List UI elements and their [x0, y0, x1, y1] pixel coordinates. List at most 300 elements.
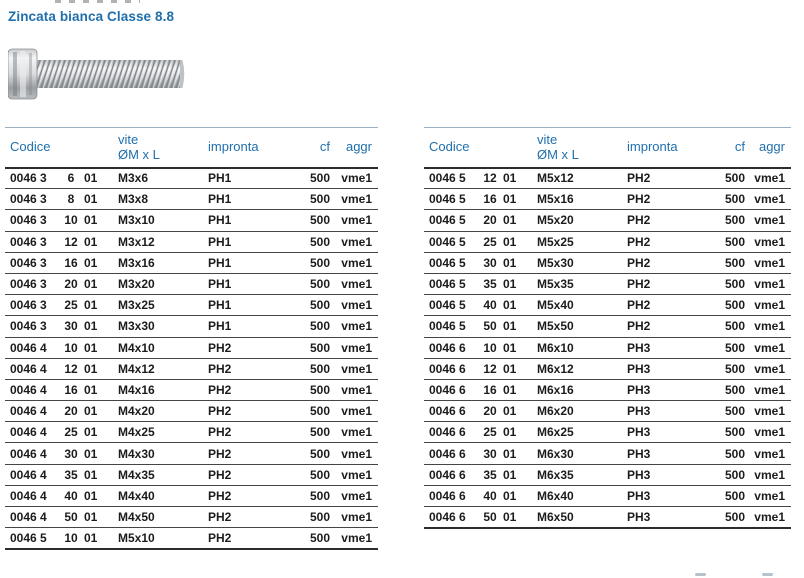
codice-suffix: 01: [84, 425, 98, 440]
codice-suffix: 01: [503, 319, 517, 334]
codice-suffix: 01: [503, 404, 517, 419]
vite-cell: M4x30: [113, 443, 203, 464]
vite-cell: M4x10: [113, 337, 203, 358]
codice-length: 30: [64, 446, 78, 461]
table-row: [5, 316, 378, 337]
cropped-print-artifact-bottom: [762, 573, 773, 576]
codice-length: 10: [64, 213, 78, 228]
cf-cell: 500: [300, 337, 336, 358]
aggr-cell: vme1: [751, 273, 791, 294]
codice-length: 20: [483, 404, 497, 419]
aggr-cell: vme1: [751, 507, 791, 528]
column-header-vite: [113, 128, 203, 168]
cf-cell: 500: [300, 231, 336, 252]
codice-length: 20: [64, 277, 78, 292]
codice-suffix: 01: [503, 340, 517, 355]
table-row: [5, 443, 378, 464]
codice-suffix: 01: [84, 298, 98, 313]
aggr-cell: vme1: [336, 252, 378, 273]
cf-cell: 500: [717, 337, 751, 358]
vite-cell: M6x30: [532, 443, 622, 464]
table-row: [424, 295, 791, 316]
cf-cell: 500: [300, 401, 336, 422]
vite-cell: M6x16: [532, 379, 622, 400]
column-header-cf: cf: [717, 128, 751, 168]
codice-prefix: 0046 5: [429, 192, 466, 207]
cf-cell: 500: [717, 507, 751, 528]
codice-suffix: 01: [84, 404, 98, 419]
impronta-cell: PH1: [203, 316, 300, 337]
impronta-cell: PH1: [203, 210, 300, 231]
codice-cell: [424, 273, 532, 294]
aggr-cell: vme1: [751, 422, 791, 443]
column-header-aggr: aggr: [336, 128, 378, 168]
codice-prefix: 0046 6: [429, 340, 466, 355]
cf-cell: 500: [300, 443, 336, 464]
cf-cell: 500: [717, 358, 751, 379]
codice-prefix: 0046 5: [429, 213, 466, 228]
impronta-cell: PH2: [203, 379, 300, 400]
cf-cell: 500: [717, 485, 751, 506]
codice-cell: [5, 210, 113, 231]
codice-length: 16: [64, 255, 78, 270]
codice-suffix: 01: [84, 361, 98, 376]
codice-cell: [424, 401, 532, 422]
codice-length: 20: [483, 213, 497, 228]
codice-prefix: 0046 3: [10, 319, 47, 334]
vite-cell: M4x16: [113, 379, 203, 400]
vite-cell: M3x8: [113, 189, 203, 210]
impronta-cell: PH2: [203, 507, 300, 528]
cf-cell: 500: [300, 358, 336, 379]
vite-dimension-label: ØM x L: [537, 146, 579, 162]
codice-cell: [424, 464, 532, 485]
codice-cell: [5, 443, 113, 464]
codice-prefix: 0046 3: [10, 213, 47, 228]
table-row: [424, 422, 791, 443]
impronta-cell: PH3: [622, 358, 717, 379]
codice-prefix: 0046 3: [10, 192, 47, 207]
aggr-cell: vme1: [751, 337, 791, 358]
codice-suffix: 01: [84, 213, 98, 228]
table-row: [424, 401, 791, 422]
codice-suffix: 01: [84, 277, 98, 292]
aggr-cell: vme1: [336, 528, 378, 549]
codice-prefix: 0046 6: [429, 509, 466, 524]
codice-length: 30: [64, 319, 78, 334]
codice-cell: [5, 168, 113, 189]
codice-cell: [424, 231, 532, 252]
codice-cell: [424, 443, 532, 464]
codice-suffix: 01: [84, 192, 98, 207]
impronta-cell: PH2: [203, 358, 300, 379]
vite-dimension-label: ØM x L: [118, 146, 160, 162]
aggr-cell: vme1: [336, 189, 378, 210]
aggr-cell: vme1: [336, 358, 378, 379]
codice-length: 50: [483, 509, 497, 524]
codice-prefix: 0046 4: [10, 510, 47, 525]
impronta-cell: PH2: [622, 231, 717, 252]
table-row: [424, 507, 791, 528]
cf-cell: 500: [300, 273, 336, 294]
codice-prefix: 0046 3: [10, 171, 47, 186]
aggr-cell: vme1: [336, 231, 378, 252]
vite-cell: M5x35: [532, 273, 622, 294]
page-title: Zincata bianca Classe 8.8: [8, 9, 175, 24]
codice-prefix: 0046 4: [10, 340, 47, 355]
cf-cell: 500: [717, 443, 751, 464]
vite-cell: M5x20: [532, 210, 622, 231]
impronta-cell: PH1: [203, 252, 300, 273]
table-row: [5, 507, 378, 528]
codice-prefix: 0046 5: [429, 298, 466, 313]
cf-cell: 500: [717, 379, 751, 400]
column-header-cf: cf: [300, 128, 336, 168]
vite-label: vite: [537, 131, 558, 147]
codice-cell: [424, 316, 532, 337]
vite-cell: M4x35: [113, 464, 203, 485]
impronta-cell: PH3: [622, 507, 717, 528]
aggr-cell: vme1: [751, 443, 791, 464]
codice-suffix: 01: [84, 510, 98, 525]
cf-cell: 500: [717, 464, 751, 485]
codice-cell: [5, 401, 113, 422]
impronta-cell: PH2: [622, 316, 717, 337]
codice-length: 12: [64, 361, 78, 376]
table-row: [5, 401, 378, 422]
cf-cell: 500: [717, 401, 751, 422]
codice-suffix: 01: [503, 213, 517, 228]
codice-cell: [5, 358, 113, 379]
codice-prefix: 0046 4: [10, 446, 47, 461]
codice-length: 10: [64, 531, 78, 546]
codice-suffix: 01: [84, 467, 98, 482]
column-header-impronta: impronta: [622, 128, 717, 168]
codice-cell: [5, 464, 113, 485]
vite-cell: M6x35: [532, 464, 622, 485]
codice-prefix: 0046 3: [10, 298, 47, 313]
codice-prefix: 0046 6: [429, 488, 466, 503]
impronta-cell: PH2: [203, 528, 300, 549]
codice-prefix: 0046 3: [10, 255, 47, 270]
vite-cell: M5x50: [532, 316, 622, 337]
codice-prefix: 0046 4: [10, 361, 47, 376]
table-row: [5, 422, 378, 443]
codice-suffix: 01: [84, 488, 98, 503]
vite-cell: M6x40: [532, 485, 622, 506]
table-header-row: [5, 128, 378, 168]
codice-cell: [424, 485, 532, 506]
codice-prefix: 0046 4: [10, 467, 47, 482]
cf-cell: 500: [717, 168, 751, 189]
impronta-cell: PH2: [622, 210, 717, 231]
codice-cell: [424, 379, 532, 400]
vite-cell: M5x40: [532, 295, 622, 316]
vite-cell: M6x12: [532, 358, 622, 379]
aggr-cell: vme1: [336, 295, 378, 316]
codice-suffix: 01: [503, 234, 517, 249]
codice-prefix: 0046 4: [10, 488, 47, 503]
cf-cell: 500: [717, 273, 751, 294]
codice-suffix: 01: [503, 277, 517, 292]
codice-length: 50: [483, 319, 497, 334]
table-row: [424, 273, 791, 294]
vite-cell: M5x10: [113, 528, 203, 549]
aggr-cell: vme1: [751, 316, 791, 337]
impronta-cell: PH2: [622, 168, 717, 189]
aggr-cell: vme1: [336, 443, 378, 464]
aggr-cell: vme1: [336, 507, 378, 528]
table-row: [5, 189, 378, 210]
column-header-impronta: impronta: [203, 128, 300, 168]
product-table-right: [424, 127, 791, 529]
impronta-cell: PH2: [203, 464, 300, 485]
cf-cell: 500: [717, 316, 751, 337]
codice-cell: [5, 316, 113, 337]
table-row: [424, 485, 791, 506]
impronta-cell: PH1: [203, 231, 300, 252]
table-row: [5, 231, 378, 252]
table-row: [424, 379, 791, 400]
vite-cell: M4x50: [113, 507, 203, 528]
impronta-cell: PH2: [203, 422, 300, 443]
impronta-cell: PH2: [622, 252, 717, 273]
vite-cell: M5x25: [532, 231, 622, 252]
aggr-cell: vme1: [751, 464, 791, 485]
table-row: [5, 337, 378, 358]
vite-cell: M6x50: [532, 507, 622, 528]
codice-cell: [5, 252, 113, 273]
codice-suffix: 01: [84, 340, 98, 355]
codice-prefix: 0046 6: [429, 446, 466, 461]
table-row: [424, 189, 791, 210]
codice-cell: [424, 168, 532, 189]
vite-cell: M6x10: [532, 337, 622, 358]
table-row: [5, 168, 378, 189]
codice-cell: [424, 358, 532, 379]
codice-cell: [424, 210, 532, 231]
codice-suffix: 01: [84, 171, 98, 186]
aggr-cell: vme1: [751, 358, 791, 379]
codice-prefix: 0046 3: [10, 277, 47, 292]
cf-cell: 500: [300, 168, 336, 189]
column-header-codice: Codice: [424, 128, 532, 168]
vite-cell: M3x25: [113, 295, 203, 316]
codice-suffix: 01: [503, 446, 517, 461]
codice-prefix: 0046 5: [429, 234, 466, 249]
codice-prefix: 0046 6: [429, 361, 466, 376]
table-row: [424, 231, 791, 252]
codice-prefix: 0046 3: [10, 234, 47, 249]
impronta-cell: PH2: [622, 295, 717, 316]
cf-cell: 500: [300, 485, 336, 506]
codice-suffix: 01: [503, 488, 517, 503]
impronta-cell: PH3: [622, 379, 717, 400]
aggr-cell: vme1: [336, 379, 378, 400]
vite-cell: M3x12: [113, 231, 203, 252]
codice-cell: [424, 337, 532, 358]
codice-cell: [424, 295, 532, 316]
codice-length: 8: [67, 192, 75, 207]
codice-suffix: 01: [503, 509, 517, 524]
vite-label: vite: [118, 131, 139, 147]
codice-suffix: 01: [503, 382, 517, 397]
codice-suffix: 01: [503, 298, 517, 313]
codice-prefix: 0046 6: [429, 467, 466, 482]
column-header-codice: Codice: [5, 128, 113, 168]
codice-length: 25: [483, 234, 497, 249]
codice-length: 40: [483, 298, 497, 313]
vite-cell: M4x20: [113, 401, 203, 422]
vite-cell: M3x16: [113, 252, 203, 273]
table-row: [5, 273, 378, 294]
codice-suffix: 01: [503, 467, 517, 482]
codice-suffix: 01: [503, 361, 517, 376]
column-header-vite: [532, 128, 622, 168]
table-row: [5, 464, 378, 485]
product-table-left: [5, 127, 378, 550]
codice-suffix: 01: [84, 446, 98, 461]
vite-cell: M3x20: [113, 273, 203, 294]
aggr-cell: vme1: [336, 485, 378, 506]
codice-cell: [5, 379, 113, 400]
codice-suffix: 01: [503, 425, 517, 440]
cf-cell: 500: [717, 210, 751, 231]
vite-cell: M4x40: [113, 485, 203, 506]
codice-length: 35: [483, 467, 497, 482]
codice-prefix: 0046 5: [429, 255, 466, 270]
codice-suffix: 01: [84, 255, 98, 270]
codice-prefix: 0046 6: [429, 404, 466, 419]
codice-cell: [5, 485, 113, 506]
cf-cell: 500: [717, 422, 751, 443]
vite-cell: M4x25: [113, 422, 203, 443]
table-row: [424, 337, 791, 358]
aggr-cell: vme1: [336, 168, 378, 189]
cf-cell: 500: [717, 252, 751, 273]
aggr-cell: vme1: [751, 231, 791, 252]
table-row: [424, 443, 791, 464]
cf-cell: 500: [300, 507, 336, 528]
impronta-cell: PH2: [622, 273, 717, 294]
vite-cell: M5x16: [532, 189, 622, 210]
table-row: [424, 316, 791, 337]
cf-cell: 500: [717, 295, 751, 316]
impronta-cell: PH2: [203, 337, 300, 358]
vite-cell: M4x12: [113, 358, 203, 379]
aggr-cell: vme1: [336, 316, 378, 337]
codice-length: 12: [483, 361, 497, 376]
impronta-cell: PH2: [203, 401, 300, 422]
table-row: [5, 252, 378, 273]
aggr-cell: vme1: [336, 273, 378, 294]
codice-suffix: 01: [84, 382, 98, 397]
aggr-cell: vme1: [751, 401, 791, 422]
aggr-cell: vme1: [751, 379, 791, 400]
impronta-cell: PH3: [622, 464, 717, 485]
codice-prefix: 0046 5: [429, 171, 466, 186]
table-row: [5, 379, 378, 400]
codice-length: 25: [64, 298, 78, 313]
aggr-cell: vme1: [336, 210, 378, 231]
codice-length: 6: [67, 171, 75, 186]
impronta-cell: PH2: [622, 189, 717, 210]
codice-length: 40: [64, 488, 78, 503]
cropped-print-artifact-bottom: [695, 573, 706, 576]
aggr-cell: vme1: [751, 295, 791, 316]
codice-suffix: 01: [503, 171, 517, 186]
table-row: [424, 168, 791, 189]
cf-cell: 500: [717, 231, 751, 252]
codice-cell: [5, 507, 113, 528]
aggr-cell: vme1: [751, 210, 791, 231]
codice-suffix: 01: [84, 319, 98, 334]
codice-suffix: 01: [84, 531, 98, 546]
impronta-cell: PH3: [622, 485, 717, 506]
aggr-cell: vme1: [336, 337, 378, 358]
table-header-row: [424, 128, 791, 168]
cropped-print-artifact-top: [55, 0, 140, 3]
codice-length: 12: [64, 234, 78, 249]
cf-cell: 500: [300, 422, 336, 443]
cf-cell: 500: [300, 252, 336, 273]
codice-length: 16: [483, 382, 497, 397]
codice-cell: [5, 295, 113, 316]
table-row: [5, 295, 378, 316]
aggr-cell: vme1: [751, 485, 791, 506]
codice-prefix: 0046 5: [429, 277, 466, 292]
table-row: [5, 358, 378, 379]
codice-prefix: 0046 5: [429, 319, 466, 334]
vite-cell: M3x10: [113, 210, 203, 231]
cf-cell: 500: [300, 379, 336, 400]
table-row: [424, 252, 791, 273]
codice-cell: [424, 422, 532, 443]
codice-cell: [5, 337, 113, 358]
impronta-cell: PH3: [622, 443, 717, 464]
codice-cell: [5, 422, 113, 443]
codice-length: 40: [483, 488, 497, 503]
cf-cell: 500: [300, 528, 336, 549]
vite-cell: M6x20: [532, 401, 622, 422]
vite-cell: M6x25: [532, 422, 622, 443]
table-row: [424, 464, 791, 485]
column-header-aggr: aggr: [751, 128, 791, 168]
codice-prefix: 0046 4: [10, 404, 47, 419]
codice-length: 35: [483, 277, 497, 292]
aggr-cell: vme1: [751, 252, 791, 273]
table-row: [5, 210, 378, 231]
codice-length: 10: [483, 340, 497, 355]
impronta-cell: PH1: [203, 168, 300, 189]
aggr-cell: vme1: [336, 464, 378, 485]
impronta-cell: PH1: [203, 273, 300, 294]
codice-suffix: 01: [503, 192, 517, 207]
aggr-cell: vme1: [751, 168, 791, 189]
codice-cell: [424, 189, 532, 210]
codice-length: 25: [64, 425, 78, 440]
aggr-cell: vme1: [336, 422, 378, 443]
codice-cell: [424, 252, 532, 273]
product-photo: [8, 46, 186, 102]
aggr-cell: vme1: [751, 189, 791, 210]
codice-length: 16: [64, 382, 78, 397]
codice-suffix: 01: [503, 255, 517, 270]
screw-photo-icon: [8, 46, 186, 102]
codice-length: 20: [64, 404, 78, 419]
table-row: [424, 210, 791, 231]
cf-cell: 500: [300, 295, 336, 316]
